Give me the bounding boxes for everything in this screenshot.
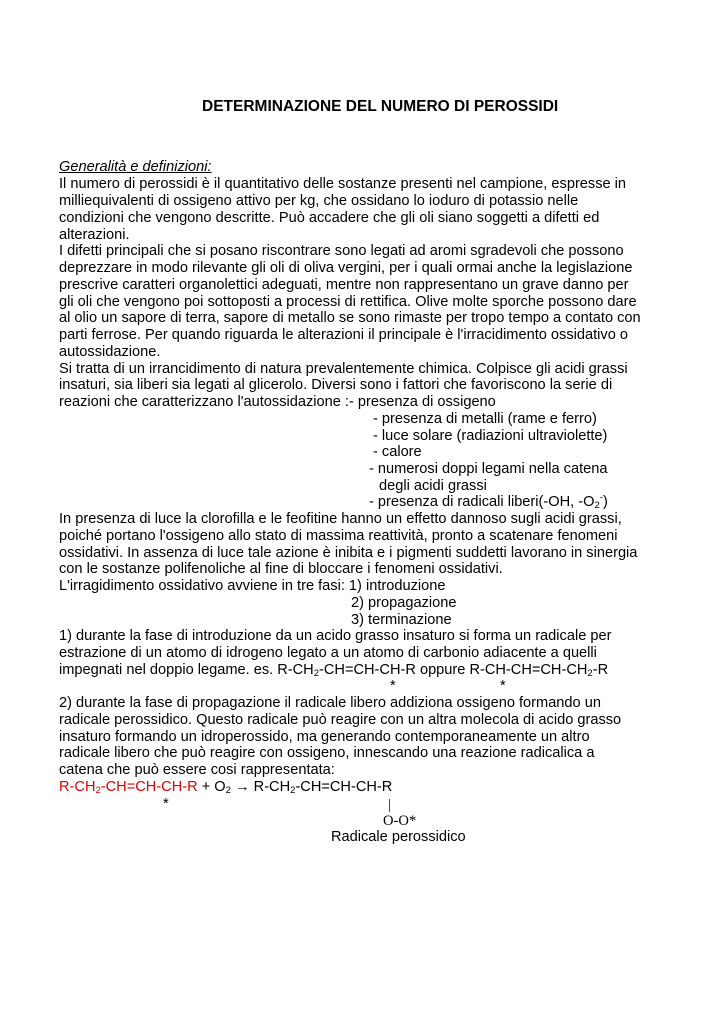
reaction-equation: $R-CH_2-CH=CH-CH-R + O_2 \to R-CH_2-CH=CH-CH-R$ bbox=[59, 779, 393, 796]
arrow-symbol: → bbox=[230, 779, 254, 795]
text-line: estrazione di un atomo di idrogeno legato a un atomo di carbonio adiacente a quelli bbox=[59, 645, 597, 661]
factor-item: - luce solare (radiazioni ultraviolette) bbox=[373, 428, 608, 444]
structure-caption: Radicale perossidico bbox=[331, 829, 466, 845]
text-line: 2) durante la fase di propagazione il radicale libero addiziona ossigeno formando un bbox=[59, 695, 601, 711]
text-line: poiché portano l'ossigeno allo stato di massima reattività, pronto a scatenare fenomeni bbox=[59, 528, 618, 544]
text-line: In presenza di luce la clorofilla e le feofitine hanno un effetto dannoso sugli acidi grassi, bbox=[59, 511, 622, 527]
text-line: Si tratta di un irrancidimento di natura prevalentemente chimica. Colpisce gli acidi grassi bbox=[59, 361, 628, 377]
factor-item: - calore bbox=[373, 444, 422, 460]
text-line: 1) durante la fase di introduzione da un acido grasso insaturo si forma un radicale per bbox=[59, 628, 612, 644]
text-line: radicale perossidico. Questo radicale può reagire con un altra molecola di acido grasso bbox=[59, 712, 622, 728]
text-line: L'irragidimento ossidativo avviene in tre fasi: 1) introduzione bbox=[59, 578, 446, 594]
formula-line: impegnati nel doppio legame. es. $R-CH_2-CH=CH-CH-R$ oppure $R-CH-CH=CH-CH_2-R$ bbox=[59, 662, 609, 679]
peroxy-group: O-O* bbox=[383, 813, 417, 829]
text-line: condizioni che vengono descritte. Può accadere che gli oli siano soggetti a difetti ed bbox=[59, 210, 600, 226]
text-line: reazioni che caratterizzano l'autossidazione :- presenza di ossigeno bbox=[59, 394, 496, 410]
text-line: Il numero di perossidi è il quantitativo delle sostanze presenti nel campione, espresse in bbox=[59, 176, 627, 192]
radical-star: * bbox=[500, 678, 506, 694]
text-line: al olio un sapore di terra, sapore di metallo se sono rimaste per tropo tempo a contato con bbox=[59, 310, 641, 326]
factor-item: degli acidi grassi bbox=[379, 478, 487, 494]
text-line: insaturi, sia liberi sia legati al glicerolo. Diversi sono i fattori che favoriscono la serie di bbox=[59, 377, 613, 393]
product: R-CH bbox=[253, 779, 291, 795]
text-line: insaturo formando un idroperossido, ma generando contemporaneamente un altro bbox=[59, 729, 590, 745]
phase-item: 3) terminazione bbox=[351, 612, 452, 628]
phase-item: 2) propagazione bbox=[351, 595, 457, 611]
radical-star: * bbox=[390, 678, 396, 694]
bond-line: | bbox=[388, 797, 391, 813]
text-line: autossidazione. bbox=[59, 344, 161, 360]
text-line: gli oli che vengono poi sottoposti a processi di rettifica. Olive molte sporche possono dare bbox=[59, 294, 637, 310]
text-line: milliequivalenti di ossigeno attivo per kg, che ossidano lo ioduro di potassio nelle bbox=[59, 193, 579, 209]
factor-item: - presenza di metalli (rame e ferro) bbox=[373, 411, 597, 427]
text-line: parti ferrose. Per quando riguarda le alterazioni il principale è l'irracidimento ossidativo o bbox=[59, 327, 628, 343]
text-line: alterazioni. bbox=[59, 227, 130, 243]
text-line: con le sostanze polifenoliche al fine di bloccare i fenomeni ossidativi. bbox=[59, 561, 503, 577]
text-line: ossidativi. In assenza di luce tale azione è inibita e i pigmenti suddetti lavorano in sinergia bbox=[59, 545, 638, 561]
text-line: deprezzare in modo rilevante gli oli di oliva vergini, per i quali ormai anche la legislazione bbox=[59, 260, 633, 276]
reactant: R-CH bbox=[59, 779, 96, 795]
section-subtitle: Generalità e definizioni: bbox=[59, 159, 212, 175]
radical-star: * bbox=[163, 796, 169, 812]
text-line: prescrive caratteri organolettici adeguati, mentre non rappresentano un grave danno per bbox=[59, 277, 629, 293]
text-line: radicale libero che può reagire con ossigeno, innescando una reazione radicalica a bbox=[59, 745, 595, 761]
text-line: catena che può essere cosi rappresentata: bbox=[59, 762, 335, 778]
factor-item: - numerosi doppi legami nella catena bbox=[369, 461, 608, 477]
page-title: DETERMINAZIONE DEL NUMERO DI PEROSSIDI bbox=[202, 98, 559, 115]
text-line: I difetti principali che si posano riscontrare sono legati ad aromi sgradevoli che possono bbox=[59, 243, 624, 259]
factor-item-radicals: - presenza di radicali liberi(-OH, $-O_2^-$) bbox=[369, 492, 608, 511]
